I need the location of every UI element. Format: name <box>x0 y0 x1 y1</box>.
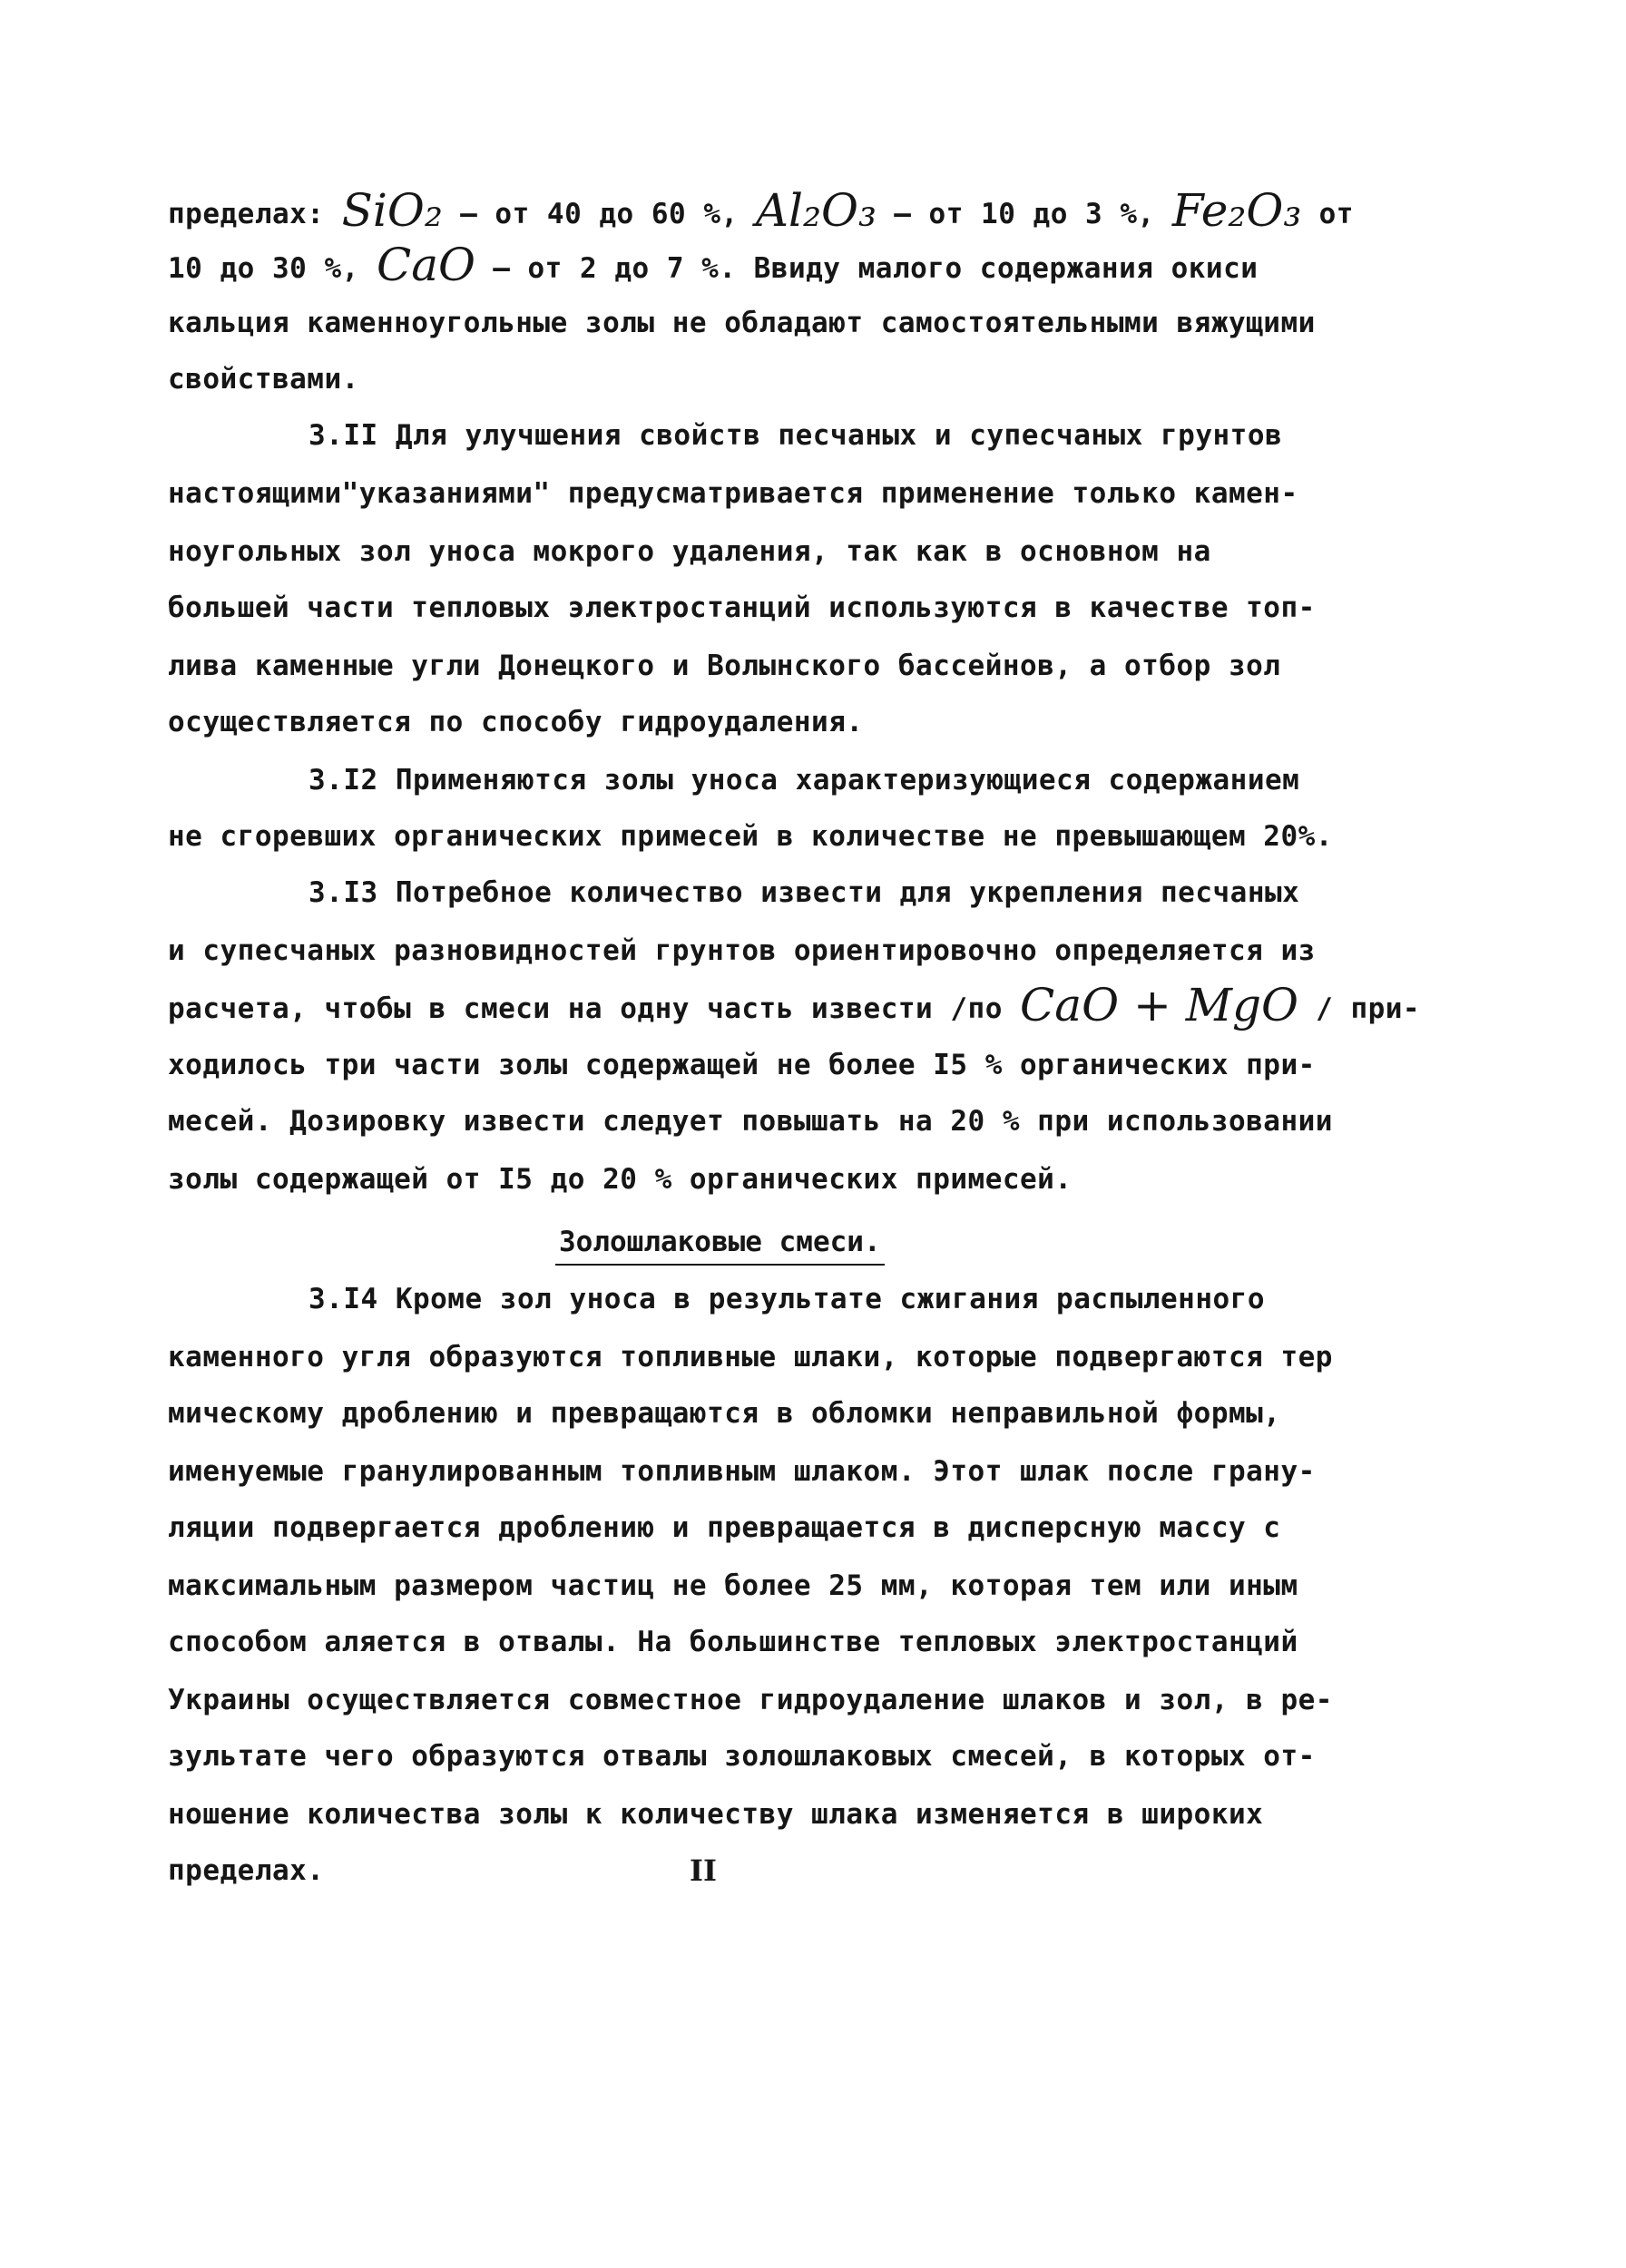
text-line: ношение количества золы к количеству шлака изменяется в широких <box>168 1798 1264 1831</box>
text-segment: – от 10 до 3 %, <box>877 198 1172 230</box>
text-line: каменного угля образуются топливные шлаки, которые подвергаются тер <box>168 1341 1333 1374</box>
text-segment: – от 40 до 60 %, <box>442 198 756 230</box>
text-line: максимальным размером частиц не более 25 мм, которая тем или иным <box>168 1569 1298 1602</box>
text-line: ходилось три части золы содержащей не более I5 % органических при- <box>168 1049 1316 1081</box>
text-segment: пределах: <box>168 198 342 230</box>
text-line: лива каменные угли Донецкого и Волынского бассейнов, а отбор зол <box>168 650 1281 682</box>
section-heading: Золошлаковые смеси. <box>555 1224 885 1266</box>
text-segment: от <box>1301 198 1354 230</box>
text-line: Украины осуществляется совместное гидроудаление шлаков и зол, в ре- <box>168 1684 1333 1716</box>
text-segment: / при- <box>1298 992 1421 1025</box>
handwritten-formula: Fe₂O₃ <box>1171 184 1302 237</box>
text-line: осуществляется по способу гидроудаления. <box>168 706 864 738</box>
text-line: способом аляется в отвалы. На большинстве тепловых электростанций <box>168 1626 1298 1658</box>
text-line: именуемые гранулированным топливным шлаком. Этот шлак после грану- <box>168 1455 1316 1488</box>
text-line: месей. Дозировку извести следует повышать на 20 % при использовании <box>168 1105 1333 1138</box>
text-line: свойствами. <box>168 363 359 396</box>
text-line: 3.I4 Кроме зол уноса в результате сжигания распыленного <box>309 1283 1265 1315</box>
text-line <box>168 979 1421 1031</box>
text-line: 3.I3 Потребное количество извести для укрепления песчаных <box>309 876 1300 909</box>
text-line: и супесчаных разновидностей грунтов ориентировочно определяется из <box>168 934 1316 967</box>
text-line: настоящими"указаниями" предусматривается применение только камен- <box>168 477 1298 510</box>
handwritten-formula: SiO₂ <box>341 184 443 237</box>
text-line: 3.I2 Применяются золы уноса характеризующиеся содержанием <box>309 764 1300 797</box>
text-line: зультате чего образуются отвалы золошлаковых смесей, в которых от- <box>168 1740 1316 1773</box>
text-line: кальция каменноугольные золы не обладают самостоятельными вяжущими <box>168 307 1316 339</box>
handwritten-formula: CaO + MgO <box>1020 979 1298 1031</box>
text-line: пределах. <box>168 1854 325 1887</box>
text-line: золы содержащей от I5 до 20 % органических примесей. <box>168 1163 1073 1196</box>
text-segment: – от 2 до 7 %. Ввиду малого содержания окиси <box>475 252 1259 285</box>
text-line: 3.II Для улучшения свойств песчаных и супесчаных грунтов <box>309 419 1283 452</box>
text-line: мическому дроблению и превращаются в обломки неправильной формы, <box>168 1397 1281 1430</box>
handwritten-formula: CaO <box>376 239 476 291</box>
page-number: II <box>690 1853 717 1888</box>
handwritten-formula: Al₂O₃ <box>755 184 877 237</box>
text-line <box>168 239 1259 291</box>
text-line: ноугольных зол уноса мокрого удаления, так как в основном на <box>168 535 1211 568</box>
text-line <box>168 184 1354 237</box>
text-line: большей части тепловых электростанций используются в качестве топ- <box>168 591 1316 624</box>
text-line: не сгоревших органических примесей в количестве не превышающем 20%. <box>168 820 1333 853</box>
text-segment: 10 до 30 %, <box>168 252 377 285</box>
text-line: ляции подвергается дроблению и превращается в дисперсную массу с <box>168 1511 1281 1544</box>
text-segment: расчета, чтобы в смеси на одну часть извести /по <box>168 992 1021 1025</box>
